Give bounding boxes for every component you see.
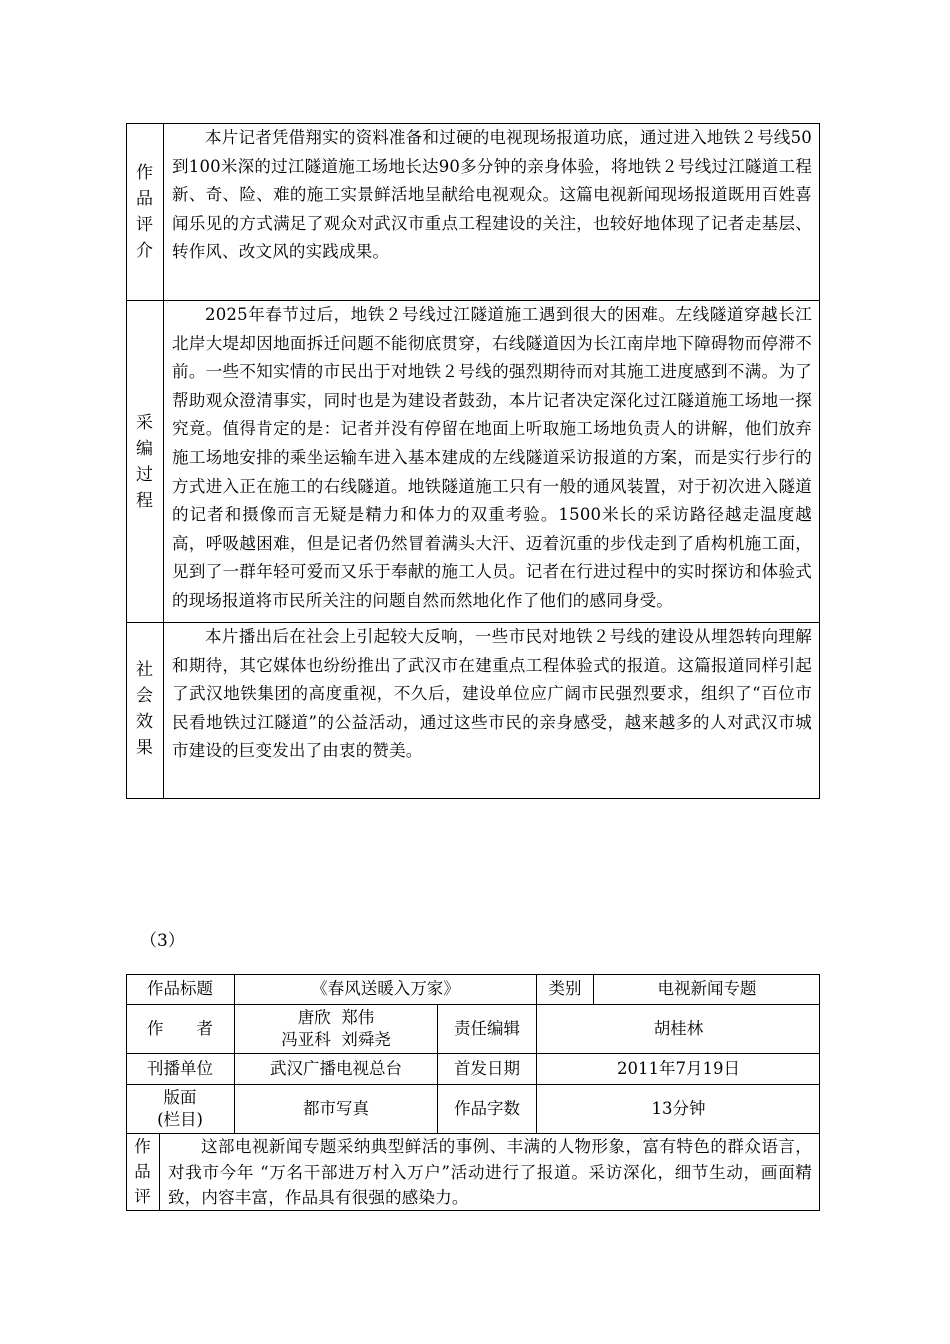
- label-char: 编: [136, 438, 153, 459]
- label-char: 社: [136, 660, 153, 680]
- category-value: 电视新闻专题: [657, 979, 757, 998]
- label-char: 会: [136, 686, 153, 706]
- label-char: 评: [136, 214, 153, 235]
- label-char: 品: [134, 1162, 151, 1181]
- author-label: [126, 1005, 234, 1053]
- author-value: [235, 1005, 437, 1053]
- column-label-line-2: (栏目): [157, 1110, 203, 1129]
- author-label-text: 作 者: [147, 1019, 213, 1038]
- editor-value: 胡桂林: [653, 1019, 704, 1038]
- publisher-label: 刊播单位: [147, 1059, 213, 1078]
- label-char: 效: [136, 712, 153, 732]
- social-effect-text: 本片播出后在社会上引起较大反响，一些市民对地铁２号线的建设从埋怨转向理解和期待，其它媒体也纷纷推出了武汉市在建重点工程体验式的报道。这篇报道同样引起了武汉地铁集团的高度重视，不久后，建设单位应广阔市民强烈要求，组织了“百位市民看地铁过江隧道”的公益活动，通过这些市民的亲身感受，越来越多的人对武汉市城市建设的巨变发出了由衷的赞美。: [172, 627, 812, 761]
- row-label-work-review: [126, 123, 163, 300]
- label-char: 评: [134, 1187, 151, 1206]
- review-text: 这部电视新闻专题采纳典型鲜活的事例、丰满的人物形象，富有特色的群众语言，对我市今年 “万名干部进万村入万户”活动进行了报道。采访深化，细节生动，画面精致，内容丰富，作品具有很强的感染力。: [168, 1137, 812, 1207]
- row-label-social-effect: [126, 623, 163, 799]
- label-char: 过: [136, 464, 153, 485]
- column-label: [126, 1085, 234, 1133]
- date-label: 首发日期: [454, 1059, 520, 1078]
- review-label: [126, 1134, 159, 1211]
- category-label: 类别: [548, 979, 582, 998]
- author-line-1: 唐欣 郑伟: [297, 1008, 375, 1027]
- label-char: 采: [136, 412, 153, 433]
- column-value: 都市写真: [303, 1099, 369, 1118]
- editing-process-text: 2025年春节过后，地铁２号线过江隧道施工遇到很大的困难。左线隧道穿越长江北岸大堤却因地面拆迁问题不能彻底贯穿，右线隧道因为长江南岸地下障碍物而停滞不前。一些不知实情的市民出于对地铁２号线的强烈期待而对其施工进度感到不满。为了帮助观众澄清事实，同时也是为建设者鼓劲，本片记者决定深化过江隧道施工场地一探究竟。值得肯定的是：记者并没有停留在地面上听取施工场地负责人的讲解，他们放弃施工场地安排的乘坐运输车进入基本建成的左线隧道采访报道的方案，而是实行步行的方式进入正在施工的右线隧道。地铁隧道施工只有一般的通风装置，对于初次进入隧道的记者和摄像而言无疑是精力和体力的双重考验。1500米长的采访路径越走温度越高，呼吸越困难，但是记者仍然冒着满头大汗、迈着沉重的步伐走到了盾构机施工面，见到了一群年轻可爱而又乐于奉献的施工人员。记者在行进过程中的实时探访和体验式的现场报道将市民所关注的问题自然而然地化作了他们的感同身受。: [172, 305, 812, 610]
- label-char: 果: [136, 738, 153, 758]
- length-value: 13分钟: [651, 1099, 706, 1118]
- work-review-text: 本片记者凭借翔实的资料准备和过硬的电视现场报道功底，通过进入地铁２号线50到100米深的过江隧道施工场地长达90多分钟的亲身体验，将地铁２号线过江隧道工程新、奇、险、难的施工实景鲜活地呈献给电视观众。这篇电视新闻现场报道既用百姓喜闻乐见的方式满足了观众对武汉市重点工程建设的关注，也较好地体现了记者走基层、转作风、改文风的实践成果。: [172, 128, 812, 262]
- label-char: 作: [136, 162, 153, 183]
- label-char: 品: [136, 188, 153, 209]
- author-line-2: 冯亚科 刘舜尧: [281, 1030, 391, 1049]
- editor-label: 责任编辑: [454, 1019, 520, 1038]
- date-value: 2011年7月19日: [617, 1059, 740, 1078]
- table-2: [126, 974, 820, 1211]
- section-number: （3）: [140, 931, 185, 951]
- row-label-editing-process: [126, 301, 163, 622]
- column-label-line-1: 版面: [163, 1088, 197, 1107]
- length-label: 作品字数: [454, 1099, 520, 1118]
- title-label: 作品标题: [147, 979, 213, 998]
- title-value: 《春风送暖入万家》: [311, 979, 460, 998]
- label-char: 介: [136, 240, 153, 261]
- label-char: 程: [136, 490, 153, 511]
- table-1: [126, 123, 820, 799]
- publisher-value: 武汉广播电视总台: [270, 1059, 402, 1078]
- label-char: 作: [134, 1137, 151, 1156]
